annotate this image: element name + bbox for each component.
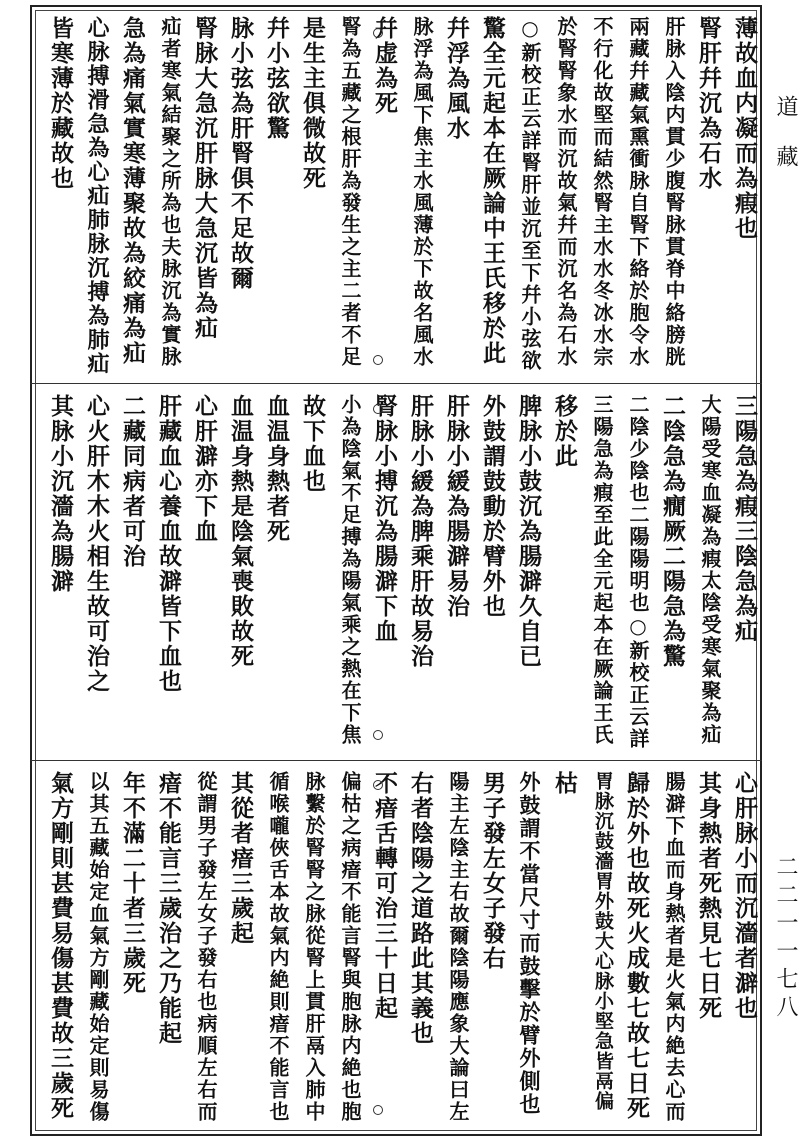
text-column: 從謂男子發左女子發右也病順左右而 [194, 771, 218, 1123]
text-column: 大陽受寒血凝為瘕太陰受寒氣聚為疝 [698, 394, 722, 746]
text-column: 幷浮為風水 [443, 16, 470, 141]
text-column: 血温身熱者死 [263, 394, 290, 544]
text-column: 以其五藏始定血氣方剛藏始定則易傷 [86, 771, 110, 1123]
text-column: 二藏同病者可治 [119, 394, 146, 569]
text-column: 脾脉小鼓沉為腸澼久自已 [515, 394, 542, 669]
text-column: 外鼓謂鼓動於臂外也 [479, 394, 506, 619]
text-column: 腎脉大急沉肝脉大急沉皆為疝 [191, 16, 218, 341]
text-column: 脉浮為風下焦主水風薄於下故名風水 [410, 16, 434, 368]
circle-mark [373, 780, 383, 790]
text-column: 其身熱者死熱見七日死 [695, 771, 722, 1021]
text-column: 其從者瘖三歲起 [227, 771, 254, 946]
text-column: 不瘖舌轉可治三十日起 [371, 771, 398, 1021]
text-column: 三陽急為瘕三陰急為疝 [731, 394, 758, 644]
text-column: 二陰少陰也二陽陽明也○新校正云詳 [626, 394, 650, 750]
circle-mark [373, 28, 383, 38]
book-title: 道藏 [773, 95, 798, 195]
text-column: 心火肝木木火相生故可治之 [83, 394, 110, 694]
text-column: 偏枯之病瘖不能言腎與胞脉内絶也胞 [338, 771, 362, 1123]
text-column: 心脉搏滑急為心疝肺脉沉搏為肺疝 [84, 16, 110, 376]
circle-mark [373, 730, 383, 740]
text-column: 腎肝幷沉為石水 [695, 16, 722, 191]
text-column: 肝藏血心養血故澼皆下血也 [155, 394, 182, 694]
text-panel-middle [36, 388, 760, 756]
text-column: 脉小弦為肝腎俱不足故爾 [227, 16, 254, 291]
text-column: 肝脉小緩為脾乘肝故易治 [407, 394, 434, 669]
text-column: 心肝澼亦下血 [191, 394, 218, 544]
text-column: 移於此 [551, 394, 578, 469]
text-panel-bottom [36, 765, 760, 1133]
text-column: 急為痛氣實寒薄聚故為絞痛為疝 [119, 16, 146, 366]
text-column: 腸澼下血而身熱者是火氣内絶去心而 [662, 771, 686, 1123]
text-column: 皆寒薄於藏故也 [47, 16, 74, 191]
text-column: 肝脉小緩為腸澼易治 [443, 394, 470, 619]
text-column: 腎為五藏之根肝為發生之主二者不足 [338, 16, 362, 368]
text-column: 胃脉沉鼓濇胃外鼓大心脉小堅急皆鬲偏 [592, 771, 614, 1111]
panel-divider-2 [30, 760, 762, 761]
text-column: 肝脉入陰内貫少腹腎脉貫脊中絡膀胱 [662, 16, 686, 368]
text-column: 陽主左陰主右故爾陰陽應象大論曰左 [446, 771, 470, 1123]
text-column: 兩藏幷藏氣熏衝脉自腎下絡於胞令水 [626, 16, 650, 368]
text-column: 故下血也 [299, 394, 326, 494]
circle-mark [373, 1105, 383, 1115]
text-column: 年不滿二十者三歲死 [119, 771, 146, 996]
text-column: 驚全元起本在厥論中王氏移於此 [479, 16, 506, 366]
text-column: 腎脉小搏沉為腸澼下血 [371, 394, 398, 644]
text-column: 其脉小沉濇為腸澼 [47, 394, 74, 594]
text-column: 脉繫於腎腎之脉從腎上貫肝鬲入肺中 [302, 771, 326, 1123]
text-column: 是生主俱微故死 [299, 16, 326, 191]
text-column: 三陽急為瘕至此全元起本在厥論王氏 [590, 394, 614, 746]
page-number: 二二一一七八 [773, 855, 798, 1023]
text-column: 於腎腎象水而沉故氣幷而沉名為石水 [554, 16, 578, 368]
text-column: 二陰急為癇厥二陽急為驚 [659, 394, 686, 669]
text-column: 男子發左女子發右 [479, 771, 506, 971]
text-column: 小為陰氣不足搏為陽氣乘之熱在下焦 [338, 394, 362, 746]
text-column: ○新校正云詳腎肝並沉至下幷小弦欲 [518, 16, 542, 372]
circle-mark [373, 355, 383, 365]
text-column: 幷虚為死 [371, 16, 398, 116]
text-column: 疝者寒氣結聚之所為也夫脉沉為實脉 [158, 16, 182, 368]
text-column: 歸於外也故死火成數七故七日死 [623, 771, 650, 1121]
panel-divider-1 [30, 383, 762, 384]
text-column: 心肝脉小而沉濇者澼也 [731, 771, 758, 1021]
text-column: 幷小弦欲驚 [263, 16, 290, 141]
text-column: 薄故血内凝而為瘕也 [731, 16, 758, 241]
text-column: 不行化故堅而結然腎主水水冬冰水宗 [590, 16, 614, 368]
text-column: 枯 [551, 771, 578, 796]
text-column: 外鼓謂不當尺寸而鼓擊於臂外側也 [517, 771, 542, 1116]
text-panel-top [36, 10, 760, 380]
text-column: 瘖不能言三歲治之乃能起 [155, 771, 182, 1046]
text-column: 循喉嚨俠舌本故氣内絶則瘖不能言也 [266, 771, 290, 1123]
circle-mark [373, 404, 383, 414]
text-column: 血温身熱是陰氣喪敗故死 [227, 394, 254, 669]
text-column: 氣方剛則甚費易傷甚費故三歲死 [47, 771, 74, 1121]
text-column: 右者陰陽之道路此其義也 [407, 771, 434, 1046]
